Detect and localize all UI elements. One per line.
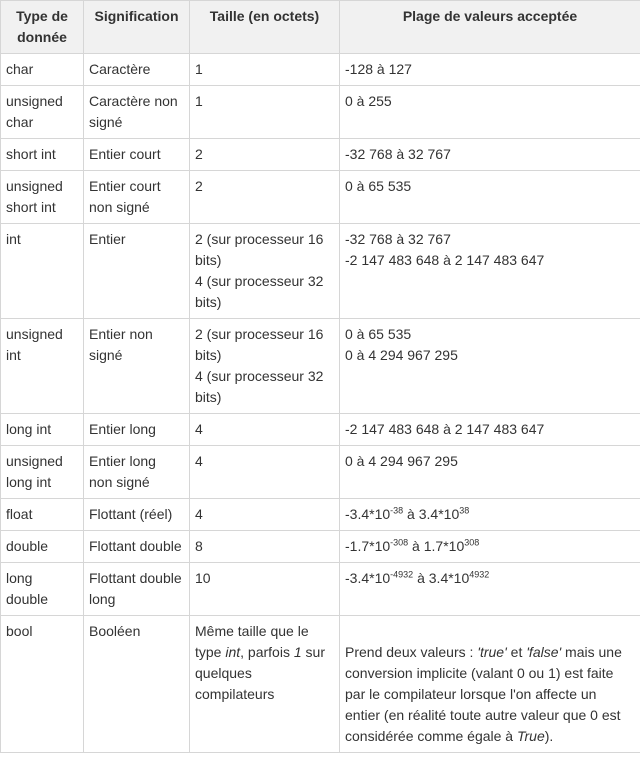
range-line: -2 147 483 648 à 2 147 483 647 [345,252,545,268]
size-line: 4 [195,453,203,469]
cell-meaning: Entier long [84,414,190,446]
cell-type: bool [1,616,84,753]
cell-size [190,224,340,319]
cell-size [190,446,340,499]
cell-meaning: Flottant double long [84,563,190,616]
table-row [1,54,640,86]
cell-size [190,319,340,414]
range-min-exponent: -38 [390,505,404,516]
cell-type: long int [1,414,84,446]
range-text: mais une conversion implicite (valant 0 ou 1) est faite par le compilateur lorsque l'on affecte un entier (en réalité toute autre valeur que 0 est considérée comme égale à [345,644,622,744]
cell-range [340,139,640,171]
range-line: -32 768 à 32 767 [345,231,451,247]
range-line: -2 147 483 648 à 2 147 483 647 [345,421,545,437]
range-text: et [506,644,527,660]
cell-type: double [1,531,84,563]
cell-size: 4 [190,499,340,531]
cell-meaning: Flottant (réel) [84,499,190,531]
table-row [1,446,640,499]
size-emphasis: 1 [293,644,302,660]
table-row [1,616,640,753]
cell-range [340,224,640,319]
size-line: 2 (sur processeur 16 bits) [195,231,324,268]
range-line: 0 à 65 535 [345,326,412,342]
range-separator: à [408,538,424,554]
range-emphasis: True [517,728,545,744]
range-emphasis: 'true' [477,644,507,660]
table-row [1,139,640,171]
range-line: 0 à 4 294 967 295 [345,453,458,469]
cell-type: char [1,54,84,86]
size-line: 1 [195,61,203,77]
size-line: 4 (sur processeur 32 bits) [195,273,324,310]
range-max-base: 3.4*10 [418,506,460,522]
cell-range [340,531,640,563]
range-max-exponent: 38 [459,505,470,516]
range-min-base: -3.4*10 [345,570,391,586]
table-row [1,319,640,414]
range-line: -32 768 à 32 767 [345,146,451,162]
cell-range [340,499,640,531]
table-row [1,171,640,224]
size-emphasis: int [225,644,241,660]
range-separator: à [403,506,419,522]
cell-size [190,616,340,753]
range-separator: à [413,570,429,586]
size-line: 1 [195,93,203,109]
cell-meaning: Booléen [84,616,190,753]
table-row [1,414,640,446]
size-text: sur quelques compilateurs [195,644,325,702]
size-line: 4 (sur processeur 32 bits) [195,368,324,405]
cell-meaning: Entier court [84,139,190,171]
cell-range [340,171,640,224]
range-text: ). [544,728,554,744]
range-max-exponent: 4932 [469,569,490,580]
cell-size: 8 [190,531,340,563]
table-row [1,224,640,319]
cell-type: int [1,224,84,319]
size-line: 2 [195,178,203,194]
range-max-exponent: 308 [464,537,480,548]
cell-size: 10 [190,563,340,616]
cell-size [190,86,340,139]
table-row [1,563,640,616]
cell-range [340,616,640,753]
table-row [1,86,640,139]
cell-meaning: Flottant double [84,531,190,563]
cell-type: short int [1,139,84,171]
cell-type: unsigned long int [1,446,84,499]
cell-range [340,54,640,86]
range-min-exponent: -4932 [390,569,414,580]
cell-size [190,171,340,224]
cell-type: long double [1,563,84,616]
header-row [1,1,640,54]
cell-size [190,414,340,446]
cell-meaning: Entier court non signé [84,171,190,224]
cell-type: unsigned char [1,86,84,139]
range-min-base: -3.4*10 [345,506,391,522]
size-line: 2 [195,146,203,162]
cell-range [340,86,640,139]
header-size: Taille (en octets) [190,1,340,54]
cell-range [340,319,640,414]
cell-meaning: Caractère non signé [84,86,190,139]
cell-type: float [1,499,84,531]
header-range: Plage de valeurs acceptée [340,1,640,54]
size-text: , parfois [240,644,294,660]
size-line: 4 [195,421,203,437]
range-line: 0 à 4 294 967 295 [345,347,458,363]
cell-type: unsigned short int [1,171,84,224]
range-line: 0 à 255 [345,93,392,109]
cell-range [340,414,640,446]
range-max-base: 3.4*10 [428,570,470,586]
cell-meaning: Entier non signé [84,319,190,414]
header-meaning: Signification [84,1,190,54]
cell-type: unsigned int [1,319,84,414]
cell-meaning: Caractère [84,54,190,86]
header-type: Type de donnée [1,1,84,54]
cell-range [340,446,640,499]
cell-meaning: Entier long non signé [84,446,190,499]
table-row [1,499,640,531]
cell-size [190,139,340,171]
size-line: 2 (sur processeur 16 bits) [195,326,324,363]
range-text: Prend deux valeurs : [345,644,478,660]
range-line: 0 à 65 535 [345,178,412,194]
range-max-base: 1.7*10 [423,538,465,554]
range-min-base: -1.7*10 [345,538,391,554]
cell-meaning: Entier [84,224,190,319]
cell-range [340,563,640,616]
size-text: Même taille que le type [195,623,309,660]
range-min-exponent: -308 [390,537,409,548]
range-line: -128 à 127 [345,61,412,77]
cell-size [190,54,340,86]
table-row [1,531,640,563]
range-emphasis: 'false' [526,644,562,660]
